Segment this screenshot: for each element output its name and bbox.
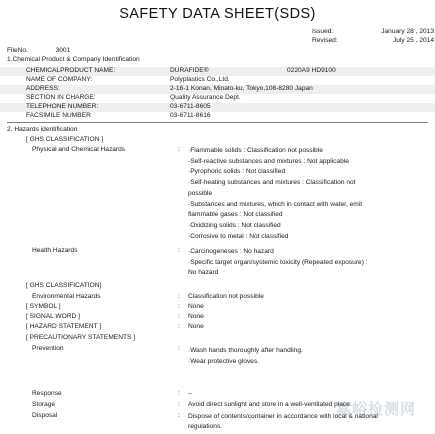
revised-date: July 25 , 2014 (392, 37, 434, 44)
response-label: Response (32, 390, 62, 397)
ghs-classification-heading: [ GHS CLASSIFICATION ] (26, 136, 104, 143)
list-item: possible (188, 189, 213, 197)
colon: : (178, 247, 180, 254)
issued-label: Issued: (312, 28, 334, 35)
prevention-label: Prevention (32, 345, 64, 352)
table-row (0, 94, 435, 103)
prevention-list (188, 345, 303, 367)
table-row (0, 112, 435, 121)
list-item: No hazard (188, 269, 219, 277)
signal-word-value: None (188, 313, 204, 320)
issued-date: January 28 , 2013 (381, 28, 434, 35)
list-item: ·Oxidizing solids : Not classified (188, 221, 281, 229)
section-divider (7, 122, 428, 123)
row-value: 03-6711-8605 (170, 103, 211, 110)
row-value: 03-6711-8616 (170, 112, 211, 119)
ghs-classification-heading-2: [ GHS CLASSIFICATION] (26, 282, 102, 289)
row-label: ADDRESS: (26, 85, 60, 92)
colon: : (178, 345, 180, 352)
row-extra: 0220A9 HD9100 (287, 67, 336, 74)
disposal-label: Disposal (32, 412, 58, 419)
row-label: TELEPHONE NUMBER: (26, 103, 99, 110)
health-hazards-list (188, 247, 368, 279)
list-item: Dispose of contents/container in accordance with local & national (188, 413, 378, 420)
list-item: flammable gases : Not classified (188, 211, 283, 219)
response-value: – (188, 390, 192, 397)
list-item: ·Corrosive to metal : Not classified (188, 232, 289, 240)
table-row (0, 67, 435, 76)
symbol-value: None (188, 303, 204, 310)
hazard-statement-label: [ HAZARD STATEMENT ] (26, 323, 102, 330)
colon: : (178, 293, 180, 300)
storage-label: Storage (32, 401, 56, 408)
list-item: ·Carcinogeneses : No hazard (188, 248, 274, 255)
file-number (7, 47, 70, 55)
colon: : (178, 313, 180, 320)
list-item: ·Substances and mixtures, which in contact with water, emit (188, 200, 363, 208)
watermark-logo: 嘉峪检测网 (336, 400, 417, 418)
health-hazards-label: Health Hazards (32, 247, 78, 254)
row-label: NAME OF COMPANY: (26, 76, 93, 83)
document-title: SAFETY DATA SHEET(SDS) (119, 6, 316, 22)
row-value: Quality Assurance Dept. (170, 94, 241, 101)
environmental-hazards-value: Classification not possible (188, 293, 264, 300)
hazard-statement-value: None (188, 323, 204, 330)
section2-heading: 2. Hazards identification (7, 126, 78, 133)
row-label: CHEMICALPRODUCT NAME: (26, 67, 116, 74)
row-value: 2-18-1 Konan, Minato-ku, Tokyo,108-8280 Japan (170, 85, 313, 92)
list-item: regulations. (188, 423, 223, 430)
storage-value: Avoid direct sunlight and store in a well-ventilated place. (188, 401, 352, 408)
table-row (0, 76, 435, 85)
list-item: ·Wear protective gloves. (188, 358, 259, 365)
revised-label: Revised: (312, 37, 338, 44)
file-no-value: 3001 (55, 47, 71, 54)
colon: : (178, 412, 180, 419)
list-item: ·Pyrophoric solids : Not classified (188, 168, 286, 176)
list-item: ·Specific target organ/systemic toxicity (Repeated exposure) : (188, 258, 368, 266)
file-no-label: FileNo. (7, 47, 28, 54)
list-item: ·Wash hands thoroughly after handling. (188, 347, 303, 354)
signal-word-label: [ SIGNAL WORD ] (26, 313, 80, 320)
colon: : (178, 390, 180, 397)
row-label: SECTION IN CHARGE: (26, 94, 96, 101)
table-row (0, 85, 435, 94)
precautionary-heading: [ PRECAUTIONARY STATEMENTS ] (26, 334, 136, 341)
colon: : (178, 146, 180, 153)
table-row (0, 103, 435, 112)
symbol-label: [ SYMBOL ] (26, 303, 61, 310)
date-block (312, 28, 434, 46)
row-value: DURAFIDE® (170, 67, 209, 74)
list-item: ·Flammable solids : Classification not possible (188, 147, 323, 154)
colon: : (178, 401, 180, 408)
row-label: FACSIMILE NUMBER (26, 112, 91, 119)
colon: : (178, 323, 180, 330)
environmental-hazards-label: Environmental Hazards (32, 293, 101, 300)
colon: : (178, 303, 180, 310)
section1-heading: 1.Chemical Product & Company Identification (7, 56, 140, 63)
physical-hazards-label: Physical and Chemical Hazards (32, 146, 126, 153)
physical-hazards-list (188, 146, 362, 242)
row-value: Polyplastics Co.,Ltd. (170, 76, 230, 83)
list-item: ·Self-reactive substances and mixtures : Not applicable (188, 157, 349, 165)
list-item: ·Self-heating substances and mixtures : Classification not (188, 179, 356, 187)
